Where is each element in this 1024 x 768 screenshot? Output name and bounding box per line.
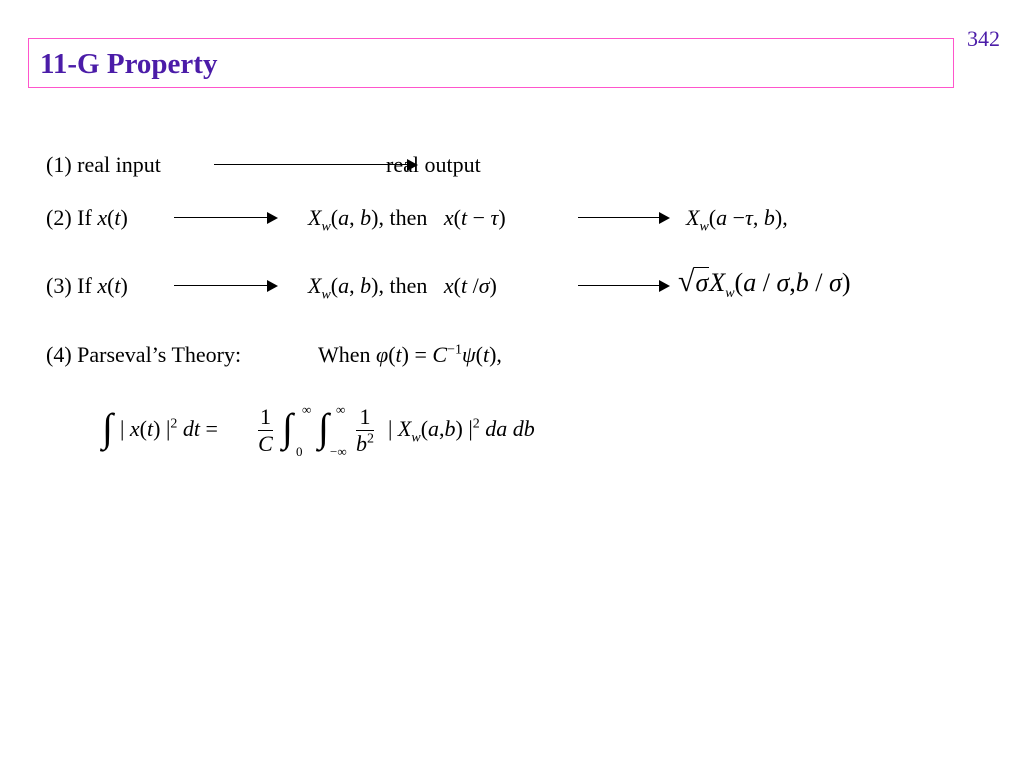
- arrow-icon: [578, 211, 670, 225]
- property-1-result: real output: [386, 152, 481, 177]
- arrow-icon: [174, 279, 278, 293]
- property-3-prefix: (3) If x(t): [46, 273, 128, 298]
- formula-lhs: | x(t) $|^2$ dt =: [120, 416, 218, 441]
- lower-limit: −∞: [330, 444, 347, 459]
- fraction-one-over-b2: $\frac{1}{b^2}$: [356, 404, 374, 456]
- sqrt-symbol: √σ: [678, 265, 709, 298]
- integral-sign: ∫: [318, 405, 329, 450]
- formula-rhs: | $X_w(a,b)$ $|^2$ da db: [388, 416, 535, 446]
- arrow-icon: [578, 279, 670, 293]
- property-4-relation: When $\varphi(t) = C^{-1}\psi(t)$,: [318, 342, 502, 367]
- property-2-prefix: (2) If x(t): [46, 205, 128, 230]
- arrow-icon: [174, 211, 278, 225]
- page-title: 11-G Property: [40, 48, 218, 80]
- property-3-output: $√\sigma X_w(a / \sigma,b / \sigma)$: [678, 265, 851, 302]
- upper-limit: ∞: [336, 402, 346, 417]
- property-3-transform: $X_w(a$, b), then x(t /σ): [308, 273, 497, 303]
- page-number: 342: [967, 26, 1000, 51]
- integral-sign: ∫: [282, 405, 293, 450]
- title-frame: [28, 38, 954, 88]
- property-2-output: $X_w(a -\tau$, b),: [686, 205, 788, 235]
- integral-sign: ∫: [102, 405, 113, 450]
- lower-limit: 0: [296, 444, 303, 459]
- property-1-label: (1) real input: [46, 152, 161, 177]
- property-2-transform: $X_w(a$, b), then x(t − τ): [308, 205, 506, 235]
- property-4-label: (4) Parseval’s Theory:: [46, 342, 242, 367]
- fraction-one-over-c: $\frac{1}{C}$: [258, 404, 273, 456]
- upper-limit: ∞: [302, 402, 312, 417]
